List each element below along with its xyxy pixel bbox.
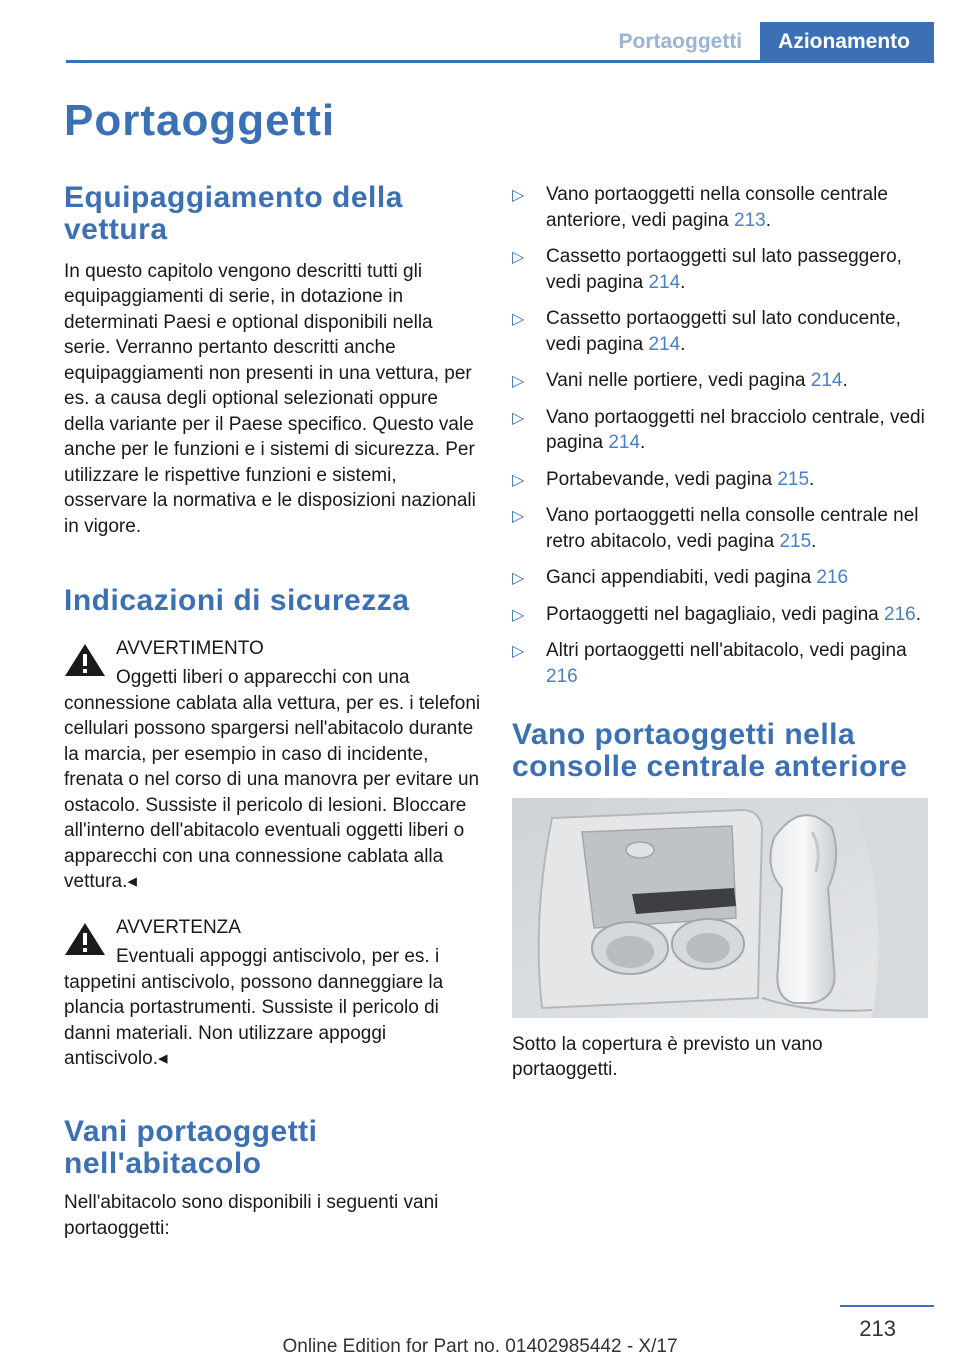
warning-title: AVVERTIMENTO — [116, 637, 264, 659]
header-tabs — [600, 22, 934, 62]
list-item — [512, 638, 930, 689]
page-link[interactable]: 216 — [816, 567, 849, 588]
list-item-suffix: . — [680, 271, 686, 293]
console-photo — [512, 798, 928, 1018]
warning-title: AVVERTENZA — [116, 916, 241, 938]
list-item-text: Vano portaoggetti nel bracciolo centrale, vedi pagina — [546, 406, 925, 453]
triangle-bullet-icon: ▷ — [512, 249, 525, 266]
list-item — [512, 467, 930, 493]
tab-azionamento[interactable]: Azionamento — [760, 22, 934, 62]
equipment-paragraph: In questo capitolo vengono descritti tutti gli equipaggiamenti di serie, in dotazione in determinati Paesi e optional disponibili nella serie. Verranno pertanto descritti anche equipaggiamenti non presenti in una vettura, per es. a causa degli optional selezionati oppure della variante per il Paese specifico. Questo vale anche per le funzioni e i sistemi di sicurezza. Per utilizzare le rispettive funzioni e sistemi, osservare la normativa e le disposizioni nazionali in vigore. — [64, 260, 476, 537]
list-item-suffix: . — [680, 333, 686, 355]
tab-portaoggetti[interactable]: Portaoggetti — [618, 30, 743, 53]
warning-text: Eventuali appoggi antiscivolo, per es. i tappetini antiscivolo, possono danneggiare la plancia portastrumenti. Sussiste il pericolo di danni materiali. Non utilizzare appoggi antiscivolo.◂ — [64, 946, 444, 1070]
list-item-text: Vano portaoggetti nella consolle centrale anteriore, vedi pagina — [546, 184, 888, 231]
list-item — [512, 244, 930, 295]
list-item-text: Cassetto portaoggetti sul lato passeggero, vedi pagina — [546, 246, 902, 293]
list-item-suffix: . — [811, 530, 817, 552]
left-column — [64, 182, 482, 1241]
list-item — [512, 602, 930, 628]
page-title: Portaoggetti — [64, 96, 336, 145]
triangle-bullet-icon: ▷ — [512, 187, 525, 204]
triangle-bullet-icon: ▷ — [512, 606, 525, 624]
list-item-text: Portaoggetti nel bagagliaio, vedi pagina — [546, 603, 885, 625]
page-link[interactable]: 214 — [810, 370, 843, 391]
list-item — [512, 306, 930, 357]
warning-triangle-icon — [64, 921, 106, 957]
triangle-bullet-icon: ▷ — [512, 471, 525, 489]
list-item-suffix: . — [842, 370, 848, 391]
page-link[interactable]: 213 — [734, 209, 766, 231]
right-column — [512, 182, 930, 1083]
page-link[interactable]: 214 — [648, 271, 681, 293]
triangle-bullet-icon: ▷ — [512, 508, 525, 525]
footer-rule — [840, 1305, 934, 1307]
heading-vano-consolle: Vano portaoggetti nella consolle centrale anteriore — [512, 718, 908, 784]
page-link[interactable]: 214 — [648, 333, 681, 355]
page-number: 213 — [859, 1316, 896, 1341]
list-item-text: Portabevande, vedi pagina — [546, 468, 778, 490]
warning-triangle-icon — [64, 642, 106, 678]
list-item — [512, 368, 930, 394]
list-item-suffix: . — [915, 603, 922, 625]
heading-vani-abitacolo: Vani portaoggetti nell'abitacolo — [64, 1114, 318, 1181]
triangle-bullet-icon: ▷ — [512, 311, 525, 328]
page-link[interactable]: 215 — [777, 468, 810, 490]
list-item-text: Vano portaoggetti nella consolle centrale nel retro abitacolo, vedi pagina — [546, 505, 919, 552]
triangle-bullet-icon: ▷ — [512, 570, 525, 587]
list-item — [512, 182, 930, 233]
triangle-bullet-icon: ▷ — [512, 409, 525, 427]
footer-edition: Online Edition for Part no. 01402985442 - X/17 — [282, 1336, 678, 1357]
list-item-text: Cassetto portaoggetti sul lato conducente, vedi pagina — [546, 308, 901, 355]
list-item-suffix: . — [765, 209, 771, 231]
list-item-text: Altri portaoggetti nell'abitacolo, vedi pagina — [546, 640, 907, 661]
triangle-bullet-icon: ▷ — [512, 643, 525, 660]
warning-block-avvertimento — [64, 636, 482, 895]
page-link[interactable]: 215 — [779, 530, 812, 552]
header-rule — [66, 60, 934, 63]
list-item — [512, 503, 930, 554]
triangle-bullet-icon: ▷ — [512, 373, 525, 390]
list-item-text: Ganci appendiabiti, vedi pagina — [546, 567, 817, 588]
warning-block-avvertenza — [64, 915, 482, 1072]
storage-list — [512, 182, 930, 689]
heading-equipaggiamento: Equipaggiamento della vettura — [64, 181, 403, 247]
warning-text: Oggetti liberi o apparecchi con una connessione cablata alla vettura, per es. i telefoni cellulari possono spargersi nell'abitacolo durante la marcia, per esempio in caso di incidente, frenata o nel corso di una manovra per evitare un ostacolo. Sussiste il pericolo di lesioni. Bloccare all'interno dell'abitacolo eventuali oggetti liberi o apparecchi con una connessione cablata alla vettura.◂ — [64, 667, 481, 893]
list-item — [512, 565, 930, 591]
list-item-text: Vani nelle portiere, vedi pagina — [546, 370, 811, 391]
page-link[interactable]: 216 — [884, 603, 916, 625]
console-caption: Sotto la copertura è previsto un vano portaoggetti. — [512, 1033, 823, 1081]
heading-sicurezza: Indicazioni di sicurezza — [64, 584, 410, 618]
list-item-suffix: . — [640, 432, 646, 453]
list-item-suffix: . — [809, 468, 815, 490]
page-link[interactable]: 214 — [608, 432, 641, 453]
list-item — [512, 405, 930, 456]
vani-intro-paragraph: Nell'abitacolo sono disponibili i seguenti vani portaoggetti: — [64, 1192, 439, 1239]
page-link[interactable]: 216 — [546, 665, 578, 687]
